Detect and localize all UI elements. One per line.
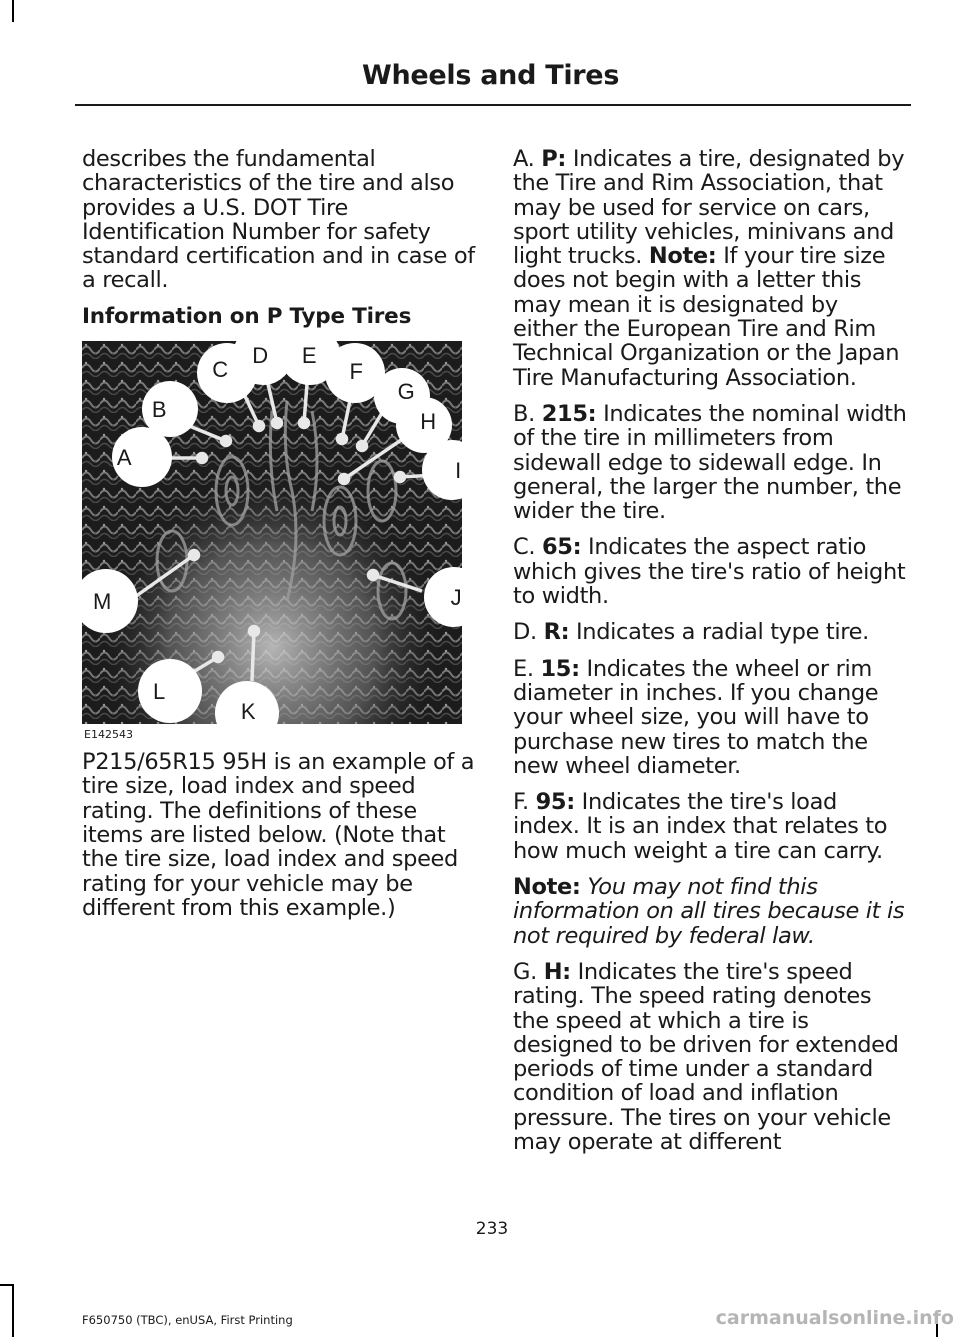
callout-label: I	[455, 458, 461, 484]
note-label: Note:	[648, 243, 717, 270]
definition-code: 215:	[541, 400, 597, 427]
header-rule	[75, 104, 911, 106]
definition-item-f: F. 95: Indicates the tire's load index. It is an index that relates to how much weight a tire can carry.	[513, 789, 888, 864]
callout-label: D	[252, 343, 268, 369]
definition-item-b: B. 215: Indicates the nominal width of the tire in millimeters from sidewall edge to sidewall edge. In general, the larger the number, the wider the tire.	[513, 400, 907, 525]
definition-code: 95:	[535, 789, 575, 816]
note-paragraph: Note: You may not find this information on all tires because it is not required by federal law.	[513, 874, 905, 949]
publication-info: F650750 (TBC), enUSA, First Printing	[82, 1313, 293, 1327]
left-column	[82, 147, 477, 932]
crop-mark	[12, 0, 14, 22]
callout-label: K	[240, 699, 256, 725]
definition-code: P:	[541, 146, 567, 172]
crop-mark	[0, 1284, 14, 1286]
watermark: carmanualsonline.info	[715, 1307, 954, 1329]
definition-item-a: A. P: Indicates a tire, designated by the Tire and Rim Association, that may be used for service on cars, sport utility vehicles, minivans and light trucks. Note: If your tire size does not begin with a letter this may mean it is designated by either the European Tire and Rim Technical Organization or the Japan Tire Manufacturing Association.	[513, 146, 905, 391]
definition-item-e: E. 15: Indicates the wheel or rim diameter in inches. If you change your wheel size, you will have to purchase new tires to match the new wheel diameter.	[513, 655, 879, 779]
right-column	[513, 147, 908, 1166]
figure-id: E142543	[84, 728, 133, 742]
callout-label: A	[116, 445, 132, 471]
definition-code: H:	[543, 958, 571, 985]
callout-label: H	[420, 409, 436, 435]
callout-label: E	[301, 343, 317, 369]
example-paragraph: P215/65R15 95H is an example of a tire size, load index and speed rating. The definitions of these items are listed below. (Note that the tire size, load index and speed rating for your vehicle may be different from this example.)	[82, 749, 475, 921]
page-title: Wheels and Tires	[362, 60, 620, 91]
crop-mark	[12, 1285, 14, 1337]
definition-item-c: C. 65: Indicates the aspect ratio which gives the tire's ratio of height to width.	[513, 534, 906, 610]
callout-label: J	[450, 585, 462, 611]
callout-label: L	[153, 679, 165, 705]
callout-label: B	[151, 397, 167, 423]
callout-label: C	[212, 357, 228, 383]
note-label: Note:	[513, 874, 581, 901]
definition-item-d: D. R: Indicates a radial type tire.	[513, 619, 869, 646]
tire-diagram	[82, 341, 462, 724]
definition-code: R:	[543, 619, 570, 646]
definition-code: 65:	[541, 534, 582, 561]
tire-sidewall-figure	[82, 341, 462, 742]
definition-code: 15:	[540, 655, 580, 682]
callout-label: F	[349, 359, 363, 385]
intro-paragraph: describes the fundamental characteristics of the tire and also provides a U.S. DOT Tire Identification Number for safety standard certification and in case of a recall.	[82, 146, 475, 294]
callout-label: M	[93, 589, 111, 615]
page-number: 233	[475, 1219, 509, 1239]
definition-item-g: G. H: Indicates the tire's speed rating. The speed rating denotes the speed at which a tire is designed to be driven for extended periods of time under a standard condition of load and inflation pressure. The tires on your vehicle may operate at different	[513, 958, 899, 1155]
section-heading: Information on P Type Tires	[82, 303, 412, 329]
callout-label: G	[397, 379, 415, 405]
